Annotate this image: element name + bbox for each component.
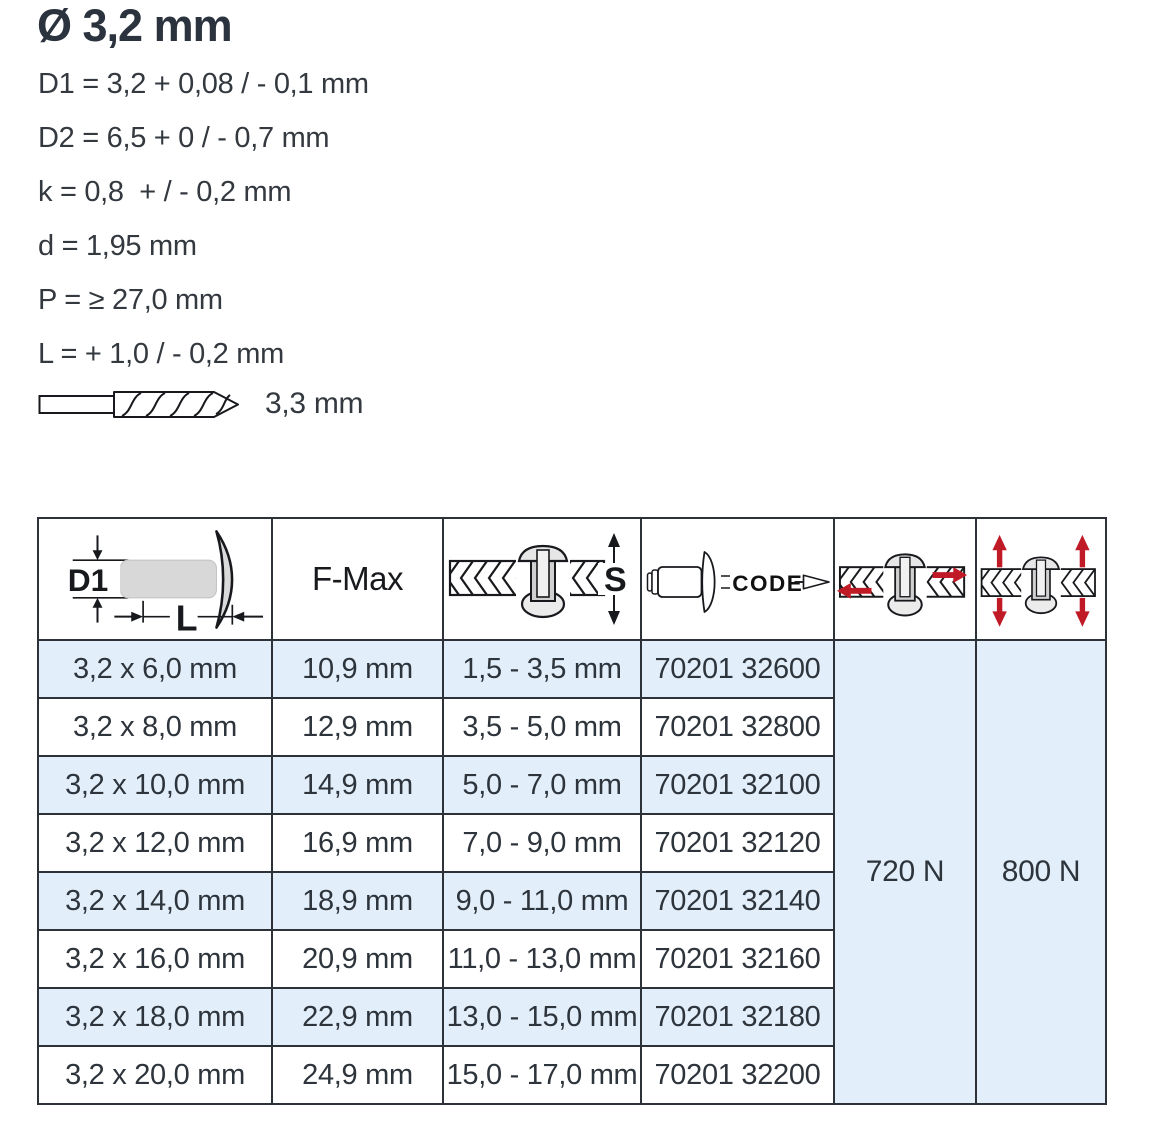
col-header-dimensions [38, 518, 272, 640]
code-label: CODE [732, 571, 804, 596]
code-cell: 70201 32140 [641, 872, 834, 930]
fmax-cell: 16,9 mm [272, 814, 443, 872]
shear-strength-value: 720 N [834, 640, 976, 1104]
fmax-label: F-Max [312, 560, 403, 597]
size-cell: 3,2 x 16,0 mm [38, 930, 272, 988]
size-cell: 3,2 x 18,0 mm [38, 988, 272, 1046]
grip-cell: 7,0 - 9,0 mm [443, 814, 641, 872]
col-header-code [641, 518, 834, 640]
code-cell: 70201 32200 [641, 1046, 834, 1104]
table-row [38, 640, 1106, 698]
code-cell: 70201 32600 [641, 640, 834, 698]
grip-label-s: S [604, 561, 627, 599]
rivet-dimensions-icon [41, 521, 269, 638]
drill-size-row [38, 384, 363, 424]
grip-cell: 15,0 - 17,0 mm [443, 1046, 641, 1104]
col-header-fmax [272, 518, 443, 640]
col-header-tensile [976, 518, 1106, 640]
table-header-row [38, 518, 1106, 640]
size-cell: 3,2 x 12,0 mm [38, 814, 272, 872]
fmax-cell: 24,9 mm [272, 1046, 443, 1104]
tensile-strength-icon [978, 524, 1104, 634]
grip-cell: 3,5 - 5,0 mm [443, 698, 641, 756]
code-cell: 70201 32160 [641, 930, 834, 988]
drill-size-label: 3,3 mm [265, 387, 364, 420]
page-title: Ø 3,2 mm [37, 0, 232, 51]
spec-line-d1: D1 = 3,2 + 0,08 / - 0,1 mm [38, 68, 369, 100]
code-cell: 70201 32800 [641, 698, 834, 756]
spec-line-k: k = 0,8 + / - 0,2 mm [38, 176, 292, 208]
grip-cell: 5,0 - 7,0 mm [443, 756, 641, 814]
fmax-cell: 12,9 mm [272, 698, 443, 756]
size-cell: 3,2 x 10,0 mm [38, 756, 272, 814]
size-cell: 3,2 x 8,0 mm [38, 698, 272, 756]
spec-line-p: P = ≥ 27,0 mm [38, 284, 223, 316]
grip-cell: 9,0 - 11,0 mm [443, 872, 641, 930]
shear-strength-icon [836, 527, 974, 631]
rivet-code-icon [643, 525, 832, 633]
grip-cell: 1,5 - 3,5 mm [443, 640, 641, 698]
fmax-cell: 22,9 mm [272, 988, 443, 1046]
fmax-cell: 20,9 mm [272, 930, 443, 988]
size-cell: 3,2 x 6,0 mm [38, 640, 272, 698]
spec-line-d: d = 1,95 mm [38, 230, 197, 262]
code-cell: 70201 32120 [641, 814, 834, 872]
drill-bit-icon [38, 386, 243, 422]
fmax-cell: 14,9 mm [272, 756, 443, 814]
code-cell: 70201 32180 [641, 988, 834, 1046]
grip-cell: 11,0 - 13,0 mm [443, 930, 641, 988]
size-cell: 3,2 x 20,0 mm [38, 1046, 272, 1104]
rivet-spec-table [37, 517, 1107, 1105]
code-cell: 70201 32100 [641, 756, 834, 814]
fmax-cell: 10,9 mm [272, 640, 443, 698]
spec-list [38, 57, 369, 381]
size-cell: 3,2 x 14,0 mm [38, 872, 272, 930]
dimension-label-l: L [175, 598, 198, 638]
grip-cell: 13,0 - 15,0 mm [443, 988, 641, 1046]
tensile-strength-value: 800 N [976, 640, 1106, 1104]
spec-line-l: L = + 1,0 / - 0,2 mm [38, 338, 284, 370]
col-header-grip [443, 518, 641, 640]
fmax-cell: 18,9 mm [272, 872, 443, 930]
col-header-shear [834, 518, 976, 640]
spec-line-d2: D2 = 6,5 + 0 / - 0,7 mm [38, 122, 330, 154]
grip-range-icon [444, 523, 640, 635]
dimension-label-d1: D1 [67, 561, 109, 598]
